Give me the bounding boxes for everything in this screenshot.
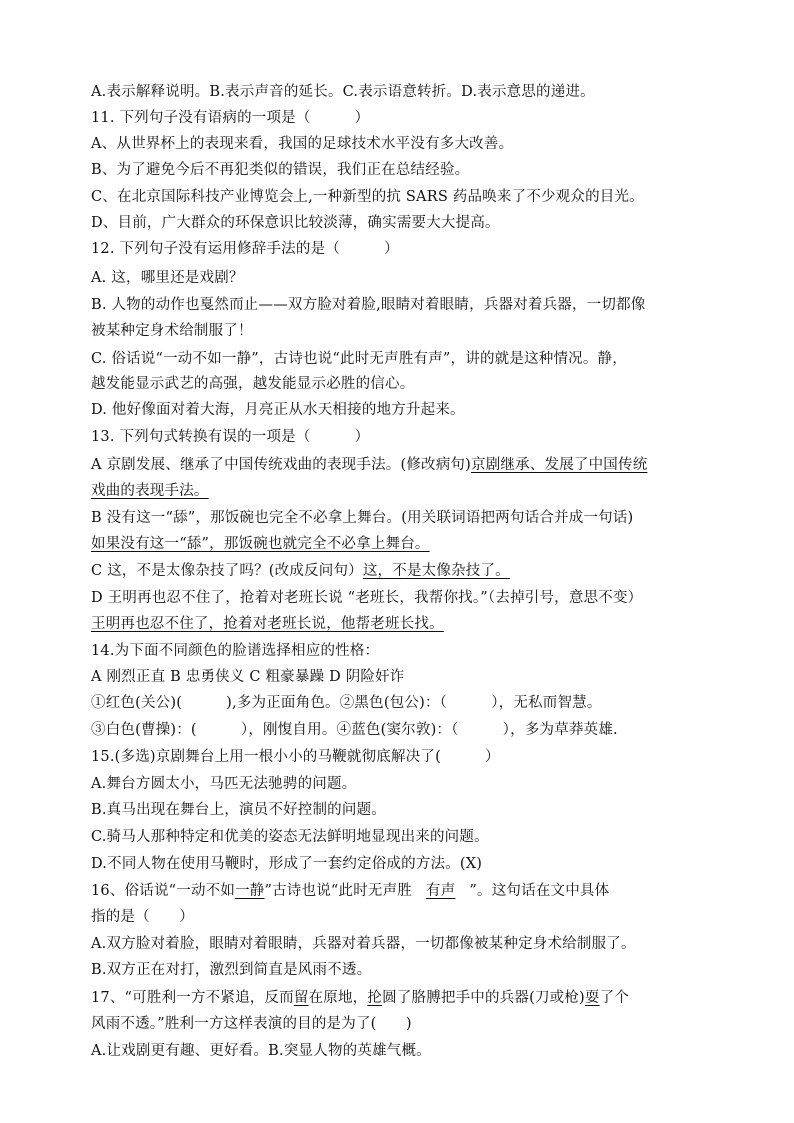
q13-c-answer: 这，不是太像杂技了。 xyxy=(362,563,510,579)
q15-option-d: D.不同人物在使用马鞭时，形成了一套约定俗成的方法。(X) xyxy=(91,856,483,872)
q13-option-c xyxy=(91,561,510,581)
q14-items-3-4: ③白色(曹操)：( ），刚愎自用。④蓝色(窦尔敦)：（ ），多为草莽英雄. xyxy=(91,722,618,738)
q17-text-4: 了个 xyxy=(599,990,630,1006)
q17-text-1: 17、“可胜利一方不紧追，反而 xyxy=(91,990,294,1006)
q13-option-b: B 没有这一“舔”，那饭碗也完全不必拿上舞台。(用关联词语把两句话合并成一句话) xyxy=(91,510,634,526)
q12-option-c-cont: 越发能显示武艺的高强，越发能显示必胜的信心。 xyxy=(91,376,415,392)
q13-a-answer-cont: 戏曲的表现手法。 xyxy=(91,483,209,499)
q12-option-d: D. 他好像面对着大海，月亮正从水天相接的地方升起来。 xyxy=(91,402,465,418)
q11-option-d: D、目前，广大群众的环保意识比较淡薄，确实需要大大提高。 xyxy=(91,215,500,231)
q13-a-answer: 京剧继承、发展了中国传统 xyxy=(471,457,648,473)
q16-stem xyxy=(91,881,609,901)
q16-blank-2: 有声 xyxy=(426,883,456,899)
q17-word-lun: 抡 xyxy=(367,990,383,1006)
q14-choices: A 刚烈正直 B 忠勇侠义 C 粗豪暴躁 D 阴险奸诈 xyxy=(91,669,405,685)
q13-b-answer: 如果没有这一“舔”，那饭碗也就完全不必拿上舞台。 xyxy=(91,536,430,552)
q17-option-a-b: A.让戏剧更有趣、更好看。B.突显人物的英雄气概。 xyxy=(91,1043,431,1059)
q11-option-b: B、为了避免今后不再犯类似的错误，我们正在总结经验。 xyxy=(91,162,470,178)
q15-option-c: C.骑马人那种特定和优美的姿态无法鲜明地显现出来的问题。 xyxy=(91,829,489,845)
q12-option-c: C. 俗话说“一动不如一静”，古诗也说“此时无声胜有声”，讲的就是这种情况。静， xyxy=(91,351,627,367)
q12-stem: 12. 下列句子没有运用修辞手法的是（ ） xyxy=(91,241,399,257)
q11-option-a: A、从世界杯上的表现来看，我国的足球技术水平没有多大改善。 xyxy=(91,136,514,152)
q14-items-1-2: ①红色(关公)( ),多为正面角色。②黑色(包公)：（ ），无私而智慧。 xyxy=(91,695,602,711)
q11-stem: 11. 下列句子没有语病的一项是（ ） xyxy=(91,110,370,126)
q12-option-a: A. 这，哪里还是戏剧？ xyxy=(91,270,244,286)
q13-d-answer: 王明再也忍不住了，抢着对老班长说，他帮老班长找。 xyxy=(91,616,444,632)
q15-stem: 15.(多选)京剧舞台上用一根小小的马鞭就彻底解决了( ） xyxy=(91,749,500,765)
q16-text-1: 16、俗话说“一动不如 xyxy=(91,883,236,899)
q12-option-b: B. 人物的动作也戛然而止——双方脸对着脸,眼睛对着眼睛，兵器对着兵器，一切都像 xyxy=(91,297,646,313)
q13-a-text: A 京剧发展、继承了中国传统戏曲的表现手法。(修改病句) xyxy=(91,457,471,473)
q16-option-b: B.双方正在对打，激烈到简直是风雨不透。 xyxy=(91,962,372,978)
q13-option-d: D 王明再也忍不住了，抢着对老班长说 “老班长，我帮你找。”（去掉引号，意思不变） xyxy=(91,590,643,606)
q17-text-2: 在原地， xyxy=(308,990,368,1006)
q12-option-b-cont: 被某种定身术给制服了！ xyxy=(91,323,253,339)
q16-text-3: ”。这句话在文中具体 xyxy=(469,883,610,899)
q16-text-2: ”古诗也说“此时无声胜 xyxy=(264,883,413,899)
q16-stem-cont: 指的是（ ） xyxy=(91,909,194,925)
q17-word-shua: 耍 xyxy=(584,990,600,1006)
q17-stem-cont: 风雨不透。”胜利一方这样表演的目的是为了( ) xyxy=(91,1016,412,1032)
q11-option-c: C、在北京国际科技产业博览会上,一种新型的抗 SARS 药品唤来了不少观众的目光。 xyxy=(91,189,644,205)
q13-option-a-cont xyxy=(91,481,209,501)
q13-option-b-answer-line xyxy=(91,534,430,554)
q13-option-a xyxy=(91,455,647,475)
q13-option-d-answer-line xyxy=(91,614,444,634)
q17-stem xyxy=(91,988,629,1008)
q17-word-liu: 留 xyxy=(293,990,309,1006)
q17-text-3: 圆了胳膊把手中的兵器(刀或枪) xyxy=(382,990,585,1006)
q13-stem: 13. 下列句式转换有误的一项是（ ） xyxy=(91,429,370,445)
q15-option-b: B.真马出现在舞台上，演员不好控制的问题。 xyxy=(91,802,386,818)
q13-c-text: C 这，不是太像杂技了吗？(改成反问句） xyxy=(91,563,363,579)
q14-stem: 14.为下面不同颜色的脸谱选择相应的性格： xyxy=(91,643,380,659)
q10-options: A.表示解释说明。B.表示声音的延长。C.表示语意转折。D.表示意思的递进。 xyxy=(91,84,595,100)
q15-option-a: A.舞台方圆太小，马匹无法驰骋的问题。 xyxy=(91,776,357,792)
q16-option-a: A.双方脸对着脸，眼睛对着眼睛，兵器对着兵器，一切都像被某种定身术给制服了。 xyxy=(91,936,636,952)
q16-blank-1: 一静 xyxy=(235,883,265,899)
